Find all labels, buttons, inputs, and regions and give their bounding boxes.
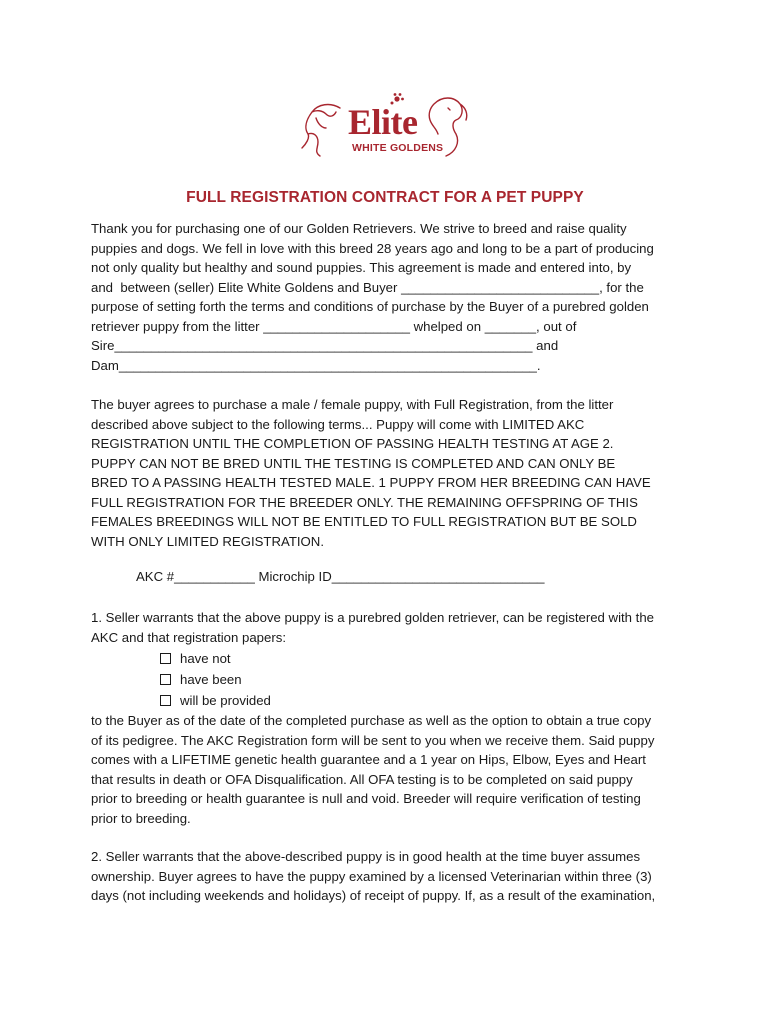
terms-line: FULL REGISTRATION FOR THE BREEDER ONLY. THE REMAINING OFFSPRING OF THIS (91, 494, 638, 510)
intro-line: not only quality but healthy and sound puppies. This agreement is made and entered into, by (91, 260, 632, 275)
clause-1-intro (91, 608, 691, 647)
terms-line: REGISTRATION UNTIL THE COMPLETION OF PASSING HEALTH TESTING AT AGE 2. (91, 436, 614, 451)
clause-1-line: 1. Seller warrants that the above puppy is a purebred golden retriever, can be registered with the (91, 610, 654, 625)
option-label: have been (180, 672, 242, 687)
litter-whelped-line[interactable]: retriever puppy from the litter ____________________ whelped on _______, out of (91, 318, 577, 334)
dam-line[interactable]: Dam_________________________________________________________. (91, 357, 541, 373)
option-label: will be provided (180, 693, 271, 708)
registration-papers-options (160, 648, 271, 711)
logo-subtitle-text: WHITE GOLDENS (352, 142, 444, 154)
option-label: have not (180, 651, 231, 666)
terms-line: WITH ONLY LIMITED REGISTRATION. (91, 533, 324, 549)
clause-2 (91, 847, 691, 906)
intro-line: purpose of setting forth the terms and conditions of purchase by the Buyer of a purebred golden (91, 299, 649, 314)
checkbox-have-been[interactable] (160, 674, 171, 685)
terms-line: described above subject to the following terms... Puppy will come with LIMITED AKC (91, 416, 585, 432)
clause-1-line: AKC and that registration papers: (91, 629, 286, 645)
logo-brand-text: Elite (348, 102, 418, 142)
terms-line: The buyer agrees to purchase a male / female puppy, with Full Registration, from the litter (91, 397, 614, 412)
clause-2-line: 2. Seller warrants that the above-described puppy is in good health at the time buyer assumes (91, 849, 641, 864)
clause-1-cont-line: to the Buyer as of the date of the completed purchase as well as the option to obtain a true copy (91, 713, 652, 728)
option-have-not[interactable] (160, 648, 271, 669)
clause-1-cont-line: prior to breeding. (91, 810, 191, 826)
terms-line: PUPPY CAN NOT BE BRED UNTIL THE TESTING IS COMPLETED AND CAN ONLY BE (91, 455, 616, 471)
option-will-be-provided[interactable] (160, 690, 271, 711)
terms-paragraph (91, 395, 691, 551)
elite-white-goldens-logo (296, 88, 474, 168)
clause-1-continued (91, 711, 691, 828)
option-have-been[interactable] (160, 669, 271, 690)
clause-1-cont-line: that results in death or OFA Disqualification. All OFA testing is to be completed on said puppy (91, 771, 633, 787)
contract-title: FULL REGISTRATION CONTRACT FOR A PET PUPPY (186, 189, 584, 206)
sire-line[interactable]: Sire_________________________________________________________ and (91, 338, 559, 353)
clause-2-line: days (not including weekends and holidays) of receipt of puppy. If, as a result of the examination, (91, 888, 656, 903)
intro-line: Thank you for purchasing one of our Golden Retrievers. We strive to breed and raise quality (91, 221, 627, 236)
checkbox-will-be-provided[interactable] (160, 695, 171, 706)
terms-line: BRED TO A PASSING HEALTH TESTED MALE. 1 PUPPY FROM HER BREEDING CAN HAVE (91, 475, 651, 490)
checkbox-have-not[interactable] (160, 653, 171, 664)
intro-paragraph (91, 219, 691, 375)
clause-1-cont-line: comes with a LIFETIME genetic health guarantee and a 1 year on Hips, Elbow, Eyes and Heart (91, 752, 646, 767)
clause-1-cont-line: prior to breeding or health guarantee is null and void. Breeder will require verification of testing (91, 791, 641, 806)
buyer-name-line[interactable]: and between (seller) Elite White Goldens and Buyer ___________________________, for the (91, 279, 644, 295)
clause-1-cont-line: of its pedigree. The AKC Registration form will be sent to you when we receive them. Said puppy (91, 732, 655, 748)
akc-microchip-line[interactable]: AKC #___________ Microchip ID_____________________________ (136, 569, 545, 584)
terms-line: FEMALES BREEDINGS WILL NOT BE ENTITLED TO FULL REGISTRATION BUT BE SOLD (91, 514, 637, 529)
intro-line: puppies and dogs. We fell in love with this breed 28 years ago and long to be a part of producing (91, 240, 654, 256)
clause-2-line: ownership. Buyer agrees to have the puppy examined by a licensed Veterinarian within three (3) (91, 868, 652, 884)
